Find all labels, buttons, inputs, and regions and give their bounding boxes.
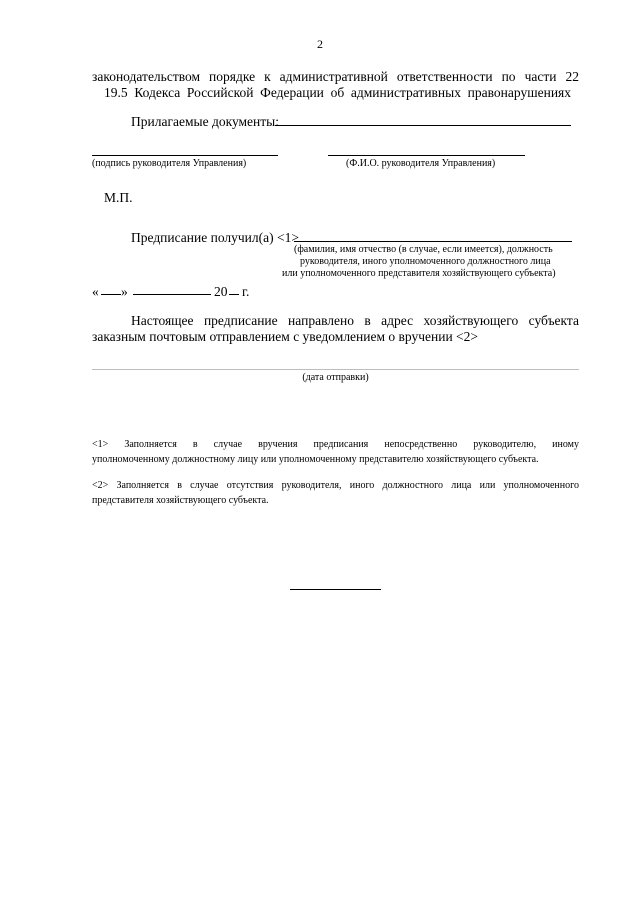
attachments-label: Прилагаемые документы: (131, 114, 279, 129)
head-signature-line (92, 155, 278, 156)
date-day-line (101, 294, 121, 295)
footnote-1-line-1: <1> Заполняется в случае вручения предписания непосредственно руководителю, иному (92, 439, 579, 450)
seal-label: М.П. (104, 190, 133, 205)
sent-line-1: Настоящее предписание направлено в адрес хозяйствующего субъекта (131, 313, 579, 328)
dispatch-date-line (92, 369, 579, 370)
intro-line-1: законодательством порядке к административной ответственности по части 22 (92, 69, 579, 84)
footnote-2-line-1: <2> Заполняется в случае отсутствия руководителя, иного должностного лица или уполномоченного (92, 480, 579, 491)
page-number: 2 (317, 37, 323, 51)
intro-line-2: 19.5 Кодекса Российской Федерации об административных правонарушениях (104, 85, 571, 100)
received-label: Предписание получил(а) <1> (131, 230, 299, 245)
date-year-suffix: г. (242, 284, 250, 299)
footnote-1-line-2: уполномоченному должностному лицу или уполномоченному представителю хозяйствующего субъекта. (92, 454, 539, 465)
date-year-line (229, 294, 239, 295)
footnote-2-line-2: представителя хозяйствующего субъекта. (92, 495, 269, 506)
received-underline (294, 241, 572, 242)
end-separator-line (290, 589, 381, 590)
head-name-caption: (Ф.И.О. руководителя Управления) (346, 158, 496, 169)
sent-line-2: заказным почтовым отправлением с уведомлением о вручении <2> (92, 329, 479, 344)
attachments-underline (275, 125, 571, 126)
date-year-prefix: 20 (214, 284, 228, 299)
received-caption-line-2: руководителя, иного уполномоченного должностного лица (300, 256, 551, 267)
dispatch-date-caption: (дата отправки) (302, 372, 369, 383)
date-open-quote: « (92, 284, 99, 299)
head-signature-caption: (подпись руководителя Управления) (92, 158, 247, 169)
date-month-line (133, 294, 211, 295)
received-caption-line-3: или уполномоченного представителя хозяйствующего субъекта) (282, 268, 556, 279)
received-caption-line-1: (фамилия, имя отчество (в случае, если имеется), должность (294, 244, 553, 255)
date-close-quote: » (121, 284, 128, 299)
head-name-line (328, 155, 525, 156)
